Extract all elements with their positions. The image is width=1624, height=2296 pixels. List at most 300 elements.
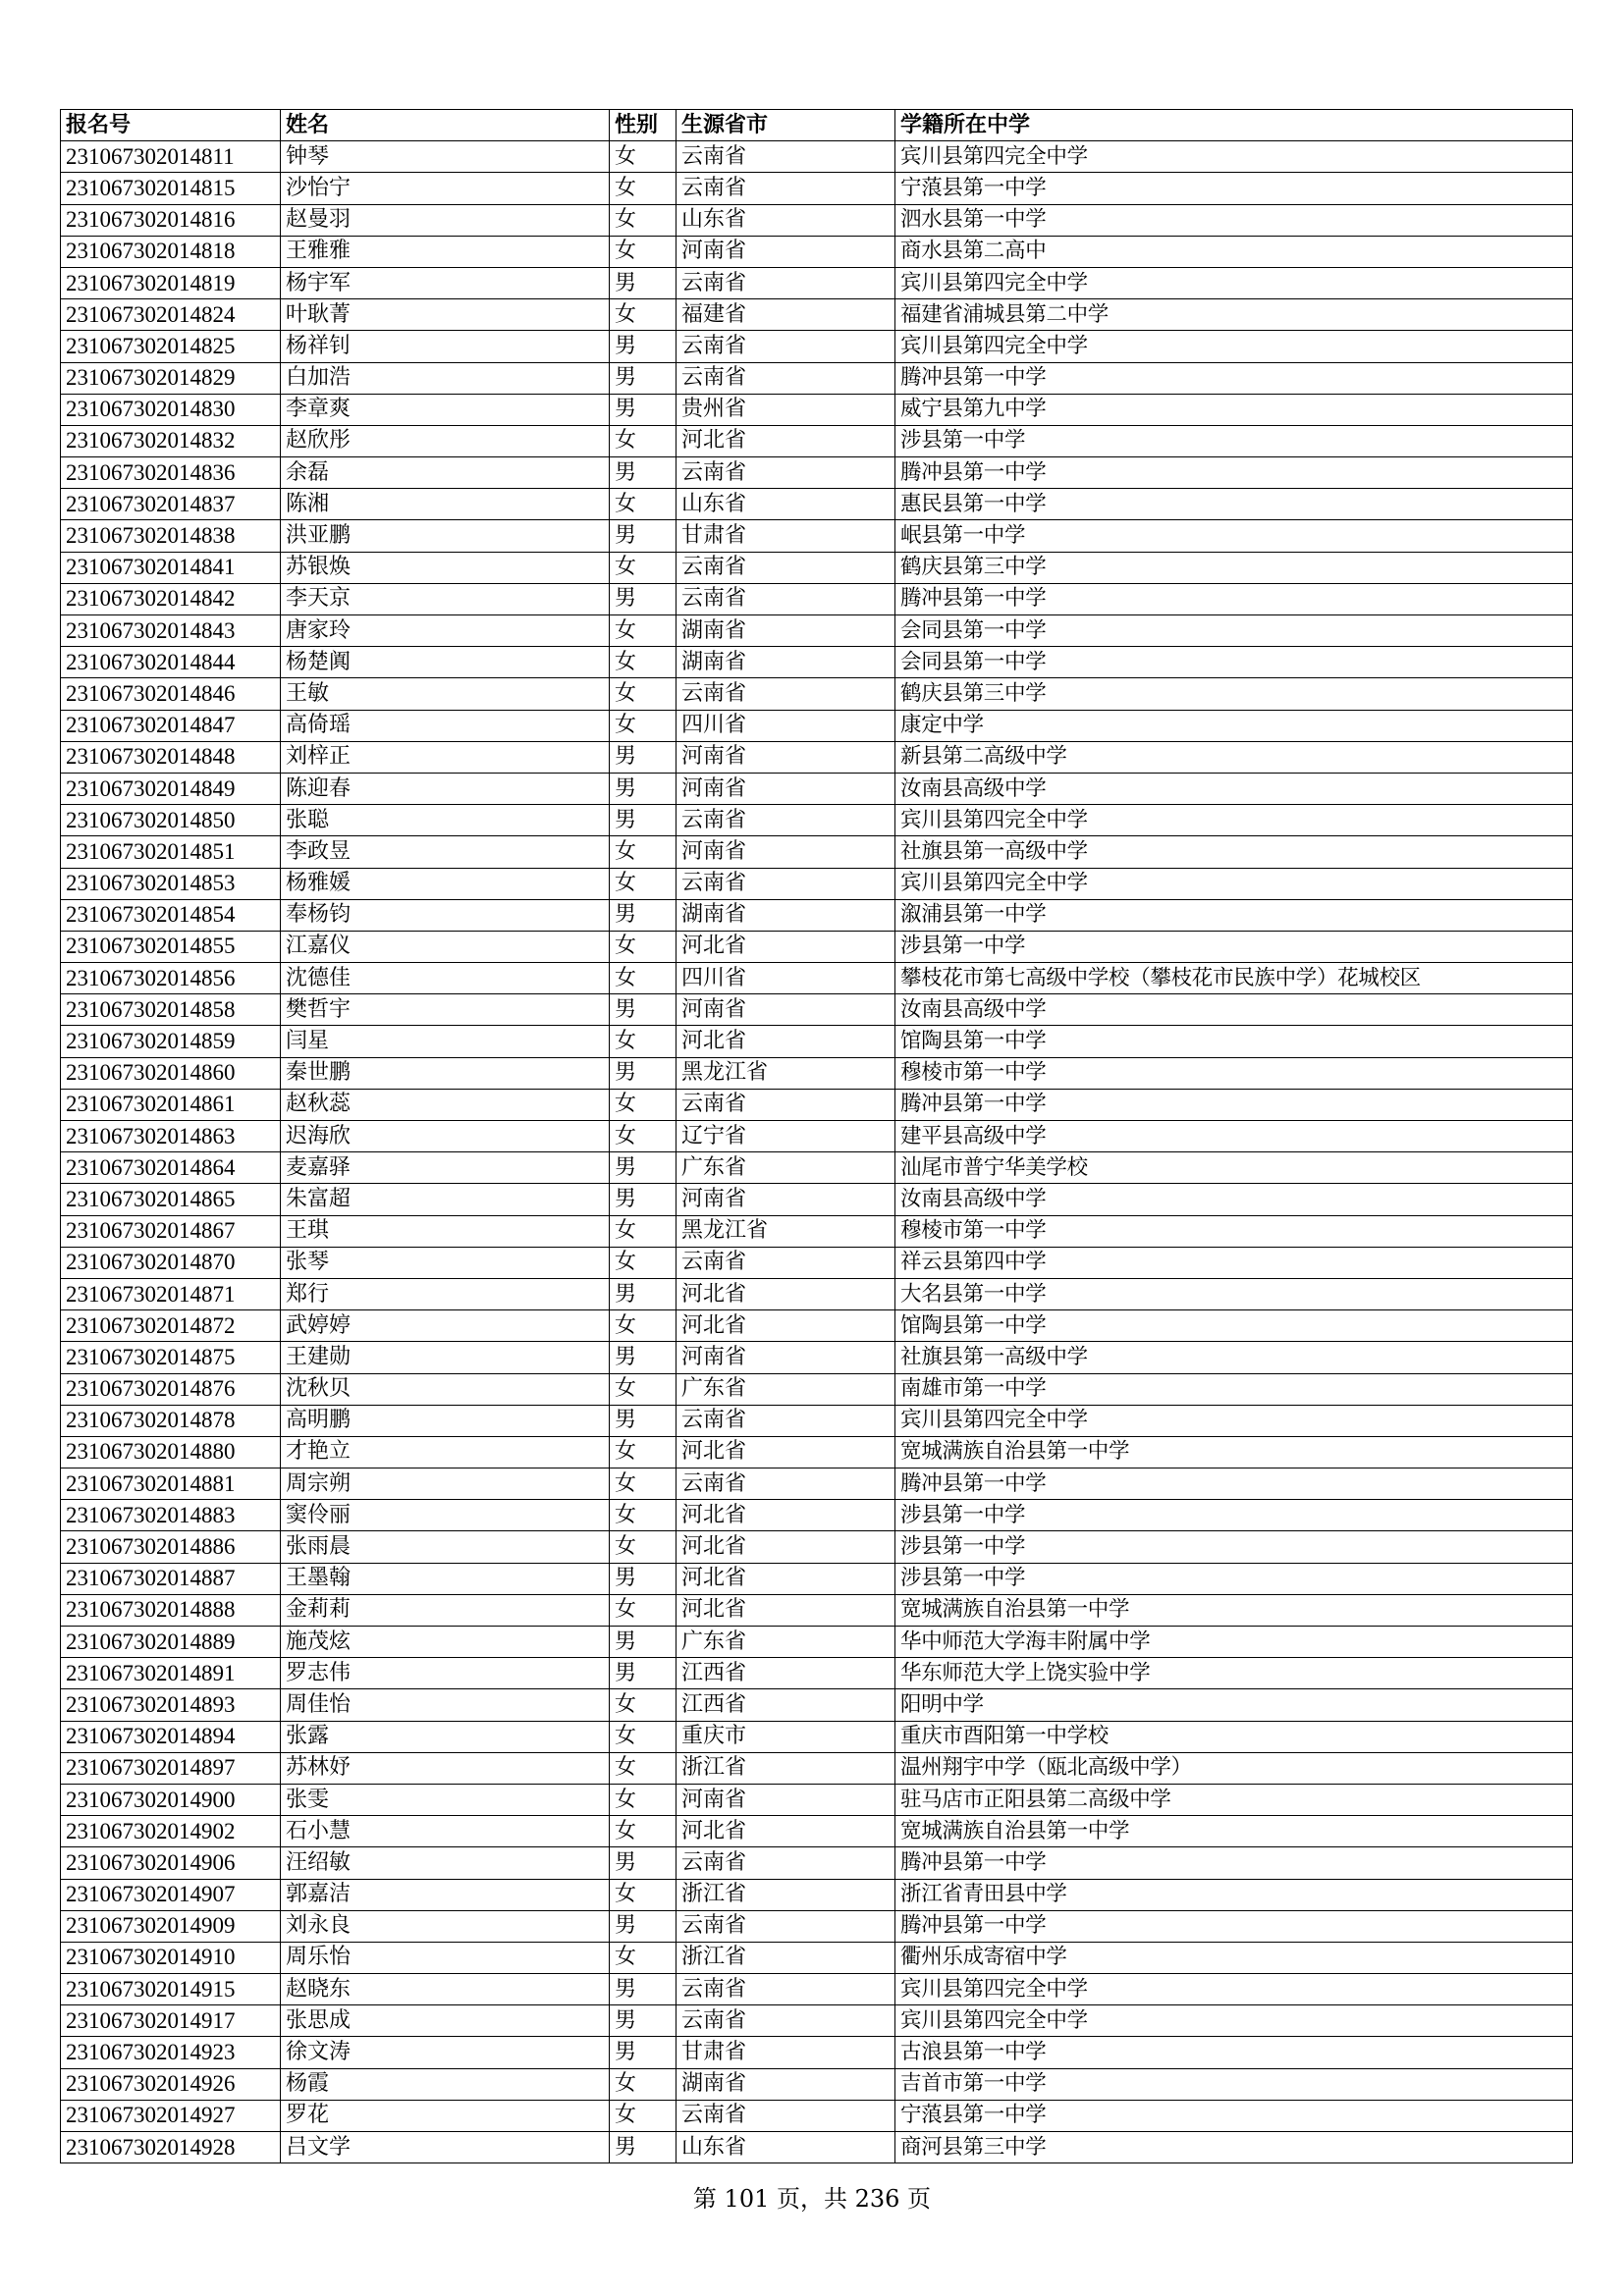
cell-name: 赵秋蕊: [281, 1089, 610, 1120]
cell-name: 杨雅媛: [281, 868, 610, 899]
table-row: [61, 489, 1573, 520]
cell-registration-number: 231067302014860: [61, 1057, 281, 1089]
cell-province: 云南省: [677, 1247, 895, 1278]
cell-registration-number: 231067302014883: [61, 1500, 281, 1531]
cell-school: 宾川县第四完全中学: [895, 805, 1573, 836]
cell-gender: 女: [610, 173, 677, 204]
cell-gender: 男: [610, 583, 677, 614]
cell-gender: 女: [610, 1784, 677, 1815]
cell-school: 新县第二高级中学: [895, 741, 1573, 773]
cell-gender: 女: [610, 1215, 677, 1247]
cell-registration-number: 231067302014825: [61, 331, 281, 362]
table-row: [61, 425, 1573, 456]
cell-registration-number: 231067302014880: [61, 1436, 281, 1468]
cell-school: 宾川县第四完全中学: [895, 1974, 1573, 2005]
cell-gender: 男: [610, 2005, 677, 2037]
cell-gender: 女: [610, 1089, 677, 1120]
cell-school: 腾冲县第一中学: [895, 362, 1573, 394]
cell-name: 江嘉仪: [281, 931, 610, 962]
table-row: [61, 994, 1573, 1026]
cell-province: 河北省: [677, 425, 895, 456]
cell-school: 汝南县高级中学: [895, 994, 1573, 1026]
cell-gender: 男: [610, 1152, 677, 1184]
cell-name: 才艳立: [281, 1436, 610, 1468]
table-row: [61, 1342, 1573, 1373]
cell-school: 古浪县第一中学: [895, 2037, 1573, 2068]
cell-registration-number: 231067302014923: [61, 2037, 281, 2068]
cell-school: 溆浦县第一中学: [895, 899, 1573, 931]
table-row: [61, 1310, 1573, 1342]
cell-name: 张雨晨: [281, 1531, 610, 1563]
cell-registration-number: 231067302014836: [61, 457, 281, 489]
cell-province: 湖南省: [677, 647, 895, 678]
cell-school: 康定中学: [895, 710, 1573, 741]
cell-province: 广东省: [677, 1152, 895, 1184]
cell-gender: 女: [610, 710, 677, 741]
cell-school: 社旗县第一高级中学: [895, 1342, 1573, 1373]
cell-gender: 女: [610, 1594, 677, 1626]
cell-gender: 女: [610, 1121, 677, 1152]
cell-school: 社旗县第一高级中学: [895, 836, 1573, 868]
cell-gender: 男: [610, 1057, 677, 1089]
table-row: [61, 1215, 1573, 1247]
page-footer: [0, 2179, 1624, 2214]
cell-registration-number: 231067302014897: [61, 1752, 281, 1784]
cell-name: 施茂炫: [281, 1627, 610, 1658]
cell-gender: 女: [610, 1942, 677, 1973]
cell-school: 温州翔宇中学（瓯北高级中学）: [895, 1752, 1573, 1784]
table-row: [61, 2005, 1573, 2037]
table-row: [61, 583, 1573, 614]
cell-province: 云南省: [677, 1468, 895, 1500]
table-row: [61, 204, 1573, 236]
cell-registration-number: 231067302014902: [61, 1816, 281, 1847]
cell-registration-number: 231067302014850: [61, 805, 281, 836]
cell-province: 云南省: [677, 267, 895, 298]
cell-registration-number: 231067302014900: [61, 1784, 281, 1815]
cell-name: 朱富超: [281, 1184, 610, 1215]
cell-name: 周佳怡: [281, 1689, 610, 1721]
cell-gender: 女: [610, 1500, 677, 1531]
cell-name: 赵曼羽: [281, 204, 610, 236]
table-row: [61, 141, 1573, 173]
table-row: [61, 1405, 1573, 1436]
cell-registration-number: 231067302014876: [61, 1373, 281, 1405]
cell-registration-number: 231067302014927: [61, 2100, 281, 2131]
cell-province: 山东省: [677, 2132, 895, 2163]
table-row: [61, 1594, 1573, 1626]
table-row: [61, 1847, 1573, 1879]
cell-school: 泗水县第一中学: [895, 204, 1573, 236]
cell-registration-number: 231067302014894: [61, 1721, 281, 1752]
cell-gender: 男: [610, 362, 677, 394]
cell-province: 云南省: [677, 2100, 895, 2131]
table-row: [61, 267, 1573, 298]
cell-gender: 女: [610, 1531, 677, 1563]
cell-registration-number: 231067302014818: [61, 236, 281, 267]
table-row: [61, 678, 1573, 710]
cell-gender: 男: [610, 2132, 677, 2163]
cell-school: 攀枝花市第七高级中学校（攀枝花市民族中学）花城校区: [895, 963, 1573, 994]
cell-school: 建平县高级中学: [895, 1121, 1573, 1152]
cell-name: 沙怡宁: [281, 173, 610, 204]
cell-registration-number: 231067302014915: [61, 1974, 281, 2005]
cell-province: 河北省: [677, 1278, 895, 1309]
cell-gender: 男: [610, 2037, 677, 2068]
cell-registration-number: 231067302014907: [61, 1879, 281, 1910]
cell-registration-number: 231067302014858: [61, 994, 281, 1026]
cell-registration-number: 231067302014928: [61, 2132, 281, 2163]
table-row: [61, 1910, 1573, 1942]
cell-gender: 男: [610, 457, 677, 489]
cell-registration-number: 231067302014909: [61, 1910, 281, 1942]
cell-registration-number: 231067302014843: [61, 615, 281, 647]
cell-name: 徐文涛: [281, 2037, 610, 2068]
cell-registration-number: 231067302014872: [61, 1310, 281, 1342]
cell-school: 岷县第一中学: [895, 520, 1573, 552]
cell-name: 周乐怡: [281, 1942, 610, 1973]
table-row: [61, 1184, 1573, 1215]
cell-school: 驻马店市正阳县第二高级中学: [895, 1784, 1573, 1815]
table-row: [61, 1563, 1573, 1594]
cell-province: 云南省: [677, 331, 895, 362]
cell-province: 河南省: [677, 741, 895, 773]
cell-gender: 男: [610, 1184, 677, 1215]
header-registration-number: 报名号: [61, 110, 281, 141]
cell-gender: 女: [610, 1752, 677, 1784]
cell-gender: 女: [610, 299, 677, 331]
cell-school: 腾冲县第一中学: [895, 457, 1573, 489]
cell-registration-number: 231067302014838: [61, 520, 281, 552]
cell-name: 赵晓东: [281, 1974, 610, 2005]
table-row: [61, 931, 1573, 962]
cell-province: 云南省: [677, 1910, 895, 1942]
cell-registration-number: 231067302014906: [61, 1847, 281, 1879]
cell-province: 河北省: [677, 1026, 895, 1057]
cell-school: 鹤庆县第三中学: [895, 678, 1573, 710]
table-row: [61, 1247, 1573, 1278]
cell-name: 张雯: [281, 1784, 610, 1815]
cell-gender: 女: [610, 868, 677, 899]
cell-province: 四川省: [677, 710, 895, 741]
table-row: [61, 1721, 1573, 1752]
cell-school: 衢州乐成寄宿中学: [895, 1942, 1573, 1973]
cell-province: 云南省: [677, 2005, 895, 2037]
table-row: [61, 1468, 1573, 1500]
cell-registration-number: 231067302014861: [61, 1089, 281, 1120]
student-table: [60, 109, 1573, 2163]
cell-registration-number: 231067302014844: [61, 647, 281, 678]
cell-province: 云南省: [677, 678, 895, 710]
cell-province: 黑龙江省: [677, 1215, 895, 1247]
cell-school: 宾川县第四完全中学: [895, 868, 1573, 899]
cell-school: 馆陶县第一中学: [895, 1026, 1573, 1057]
cell-name: 陈湘: [281, 489, 610, 520]
cell-province: 甘肃省: [677, 2037, 895, 2068]
cell-province: 重庆市: [677, 1721, 895, 1752]
cell-province: 云南省: [677, 362, 895, 394]
cell-registration-number: 231067302014848: [61, 741, 281, 773]
cell-gender: 女: [610, 425, 677, 456]
cell-province: 福建省: [677, 299, 895, 331]
table-row: [61, 1752, 1573, 1784]
cell-province: 湖南省: [677, 899, 895, 931]
table-row: [61, 2037, 1573, 2068]
cell-name: 张聪: [281, 805, 610, 836]
cell-province: 浙江省: [677, 1752, 895, 1784]
cell-gender: 女: [610, 141, 677, 173]
table-row: [61, 2132, 1573, 2163]
cell-name: 李章爽: [281, 394, 610, 425]
cell-registration-number: 231067302014887: [61, 1563, 281, 1594]
table-row: [61, 173, 1573, 204]
cell-gender: 女: [610, 1468, 677, 1500]
cell-school: 祥云县第四中学: [895, 1247, 1573, 1278]
cell-province: 云南省: [677, 173, 895, 204]
header-name: 姓名: [281, 110, 610, 141]
cell-school: 会同县第一中学: [895, 615, 1573, 647]
table-row: [61, 1436, 1573, 1468]
cell-registration-number: 231067302014888: [61, 1594, 281, 1626]
table-row: [61, 710, 1573, 741]
cell-name: 李天京: [281, 583, 610, 614]
cell-name: 周宗朔: [281, 1468, 610, 1500]
cell-registration-number: 231067302014926: [61, 2068, 281, 2100]
table-row: [61, 1278, 1573, 1309]
cell-registration-number: 231067302014811: [61, 141, 281, 173]
table-row: [61, 899, 1573, 931]
cell-province: 云南省: [677, 1847, 895, 1879]
cell-registration-number: 231067302014846: [61, 678, 281, 710]
cell-registration-number: 231067302014875: [61, 1342, 281, 1373]
table-row: [61, 457, 1573, 489]
cell-registration-number: 231067302014842: [61, 583, 281, 614]
cell-name: 罗志伟: [281, 1658, 610, 1689]
cell-school: 汝南县高级中学: [895, 1184, 1573, 1215]
cell-school: 腾冲县第一中学: [895, 1847, 1573, 1879]
cell-school: 宾川县第四完全中学: [895, 331, 1573, 362]
table-row: [61, 647, 1573, 678]
cell-registration-number: 231067302014870: [61, 1247, 281, 1278]
cell-school: 宽城满族自治县第一中学: [895, 1594, 1573, 1626]
cell-name: 汪绍敏: [281, 1847, 610, 1879]
cell-school: 宾川县第四完全中学: [895, 141, 1573, 173]
cell-province: 河南省: [677, 1342, 895, 1373]
cell-name: 闫星: [281, 1026, 610, 1057]
cell-registration-number: 231067302014856: [61, 963, 281, 994]
cell-school: 腾冲县第一中学: [895, 583, 1573, 614]
table-row: [61, 1974, 1573, 2005]
header-school: 学籍所在中学: [895, 110, 1573, 141]
cell-registration-number: 231067302014889: [61, 1627, 281, 1658]
cell-registration-number: 231067302014837: [61, 489, 281, 520]
cell-name: 唐家玲: [281, 615, 610, 647]
cell-province: 云南省: [677, 1974, 895, 2005]
header-gender: 性别: [610, 110, 677, 141]
cell-gender: 男: [610, 1847, 677, 1879]
cell-province: 云南省: [677, 583, 895, 614]
cell-name: 杨宇军: [281, 267, 610, 298]
cell-name: 洪亚鹏: [281, 520, 610, 552]
cell-name: 张露: [281, 1721, 610, 1752]
cell-school: 涉县第一中学: [895, 1531, 1573, 1563]
cell-name: 吕文学: [281, 2132, 610, 2163]
cell-gender: 女: [610, 2068, 677, 2100]
cell-province: 甘肃省: [677, 520, 895, 552]
cell-province: 河南省: [677, 236, 895, 267]
cell-gender: 女: [610, 615, 677, 647]
cell-name: 武婷婷: [281, 1310, 610, 1342]
cell-province: 河北省: [677, 1531, 895, 1563]
cell-province: 云南省: [677, 1089, 895, 1120]
table-row: [61, 394, 1573, 425]
cell-school: 腾冲县第一中学: [895, 1089, 1573, 1120]
cell-gender: 女: [610, 1879, 677, 1910]
cell-registration-number: 231067302014853: [61, 868, 281, 899]
cell-province: 云南省: [677, 552, 895, 583]
cell-school: 宁蒗县第一中学: [895, 2100, 1573, 2131]
cell-school: 鹤庆县第三中学: [895, 552, 1573, 583]
cell-province: 河南省: [677, 1784, 895, 1815]
table-row: [61, 1152, 1573, 1184]
table-row: [61, 236, 1573, 267]
cell-school: 重庆市酉阳第一中学校: [895, 1721, 1573, 1752]
cell-school: 宽城满族自治县第一中学: [895, 1816, 1573, 1847]
cell-gender: 男: [610, 741, 677, 773]
cell-gender: 女: [610, 1026, 677, 1057]
cell-gender: 女: [610, 552, 677, 583]
cell-gender: 女: [610, 647, 677, 678]
cell-gender: 女: [610, 678, 677, 710]
cell-registration-number: 231067302014855: [61, 931, 281, 962]
cell-province: 山东省: [677, 204, 895, 236]
cell-name: 高倚瑶: [281, 710, 610, 741]
table-row: [61, 1879, 1573, 1910]
table-row: [61, 741, 1573, 773]
cell-province: 河南省: [677, 1184, 895, 1215]
cell-gender: 男: [610, 1405, 677, 1436]
cell-school: 商河县第三中学: [895, 2132, 1573, 2163]
cell-gender: 女: [610, 1247, 677, 1278]
cell-registration-number: 231067302014891: [61, 1658, 281, 1689]
cell-province: 广东省: [677, 1627, 895, 1658]
cell-gender: 女: [610, 963, 677, 994]
cell-name: 钟琴: [281, 141, 610, 173]
cell-province: 河北省: [677, 1310, 895, 1342]
cell-province: 江西省: [677, 1658, 895, 1689]
cell-name: 刘梓正: [281, 741, 610, 773]
cell-gender: 男: [610, 1910, 677, 1942]
cell-gender: 女: [610, 1436, 677, 1468]
cell-registration-number: 231067302014886: [61, 1531, 281, 1563]
cell-school: 穆棱市第一中学: [895, 1215, 1573, 1247]
header-province: 生源省市: [677, 110, 895, 141]
cell-province: 河北省: [677, 1594, 895, 1626]
table-row: [61, 1689, 1573, 1721]
table-body: [61, 141, 1573, 2163]
cell-school: 涉县第一中学: [895, 1563, 1573, 1594]
cell-gender: 男: [610, 520, 677, 552]
table-row: [61, 963, 1573, 994]
cell-name: 王敏: [281, 678, 610, 710]
cell-name: 郭嘉洁: [281, 1879, 610, 1910]
cell-name: 沈秋贝: [281, 1373, 610, 1405]
cell-registration-number: 231067302014917: [61, 2005, 281, 2037]
cell-name: 秦世鹏: [281, 1057, 610, 1089]
cell-name: 张思成: [281, 2005, 610, 2037]
table-row: [61, 2100, 1573, 2131]
cell-province: 广东省: [677, 1373, 895, 1405]
cell-province: 江西省: [677, 1689, 895, 1721]
cell-registration-number: 231067302014815: [61, 173, 281, 204]
cell-province: 贵州省: [677, 394, 895, 425]
cell-school: 大名县第一中学: [895, 1278, 1573, 1309]
cell-gender: 男: [610, 1278, 677, 1309]
table-row: [61, 773, 1573, 804]
cell-province: 四川省: [677, 963, 895, 994]
table-row: [61, 1627, 1573, 1658]
cell-province: 河北省: [677, 931, 895, 962]
cell-gender: 男: [610, 1342, 677, 1373]
cell-school: 宽城满族自治县第一中学: [895, 1436, 1573, 1468]
cell-province: 云南省: [677, 457, 895, 489]
cell-registration-number: 231067302014910: [61, 1942, 281, 1973]
cell-name: 杨祥钊: [281, 331, 610, 362]
table-row: [61, 836, 1573, 868]
cell-gender: 女: [610, 1689, 677, 1721]
cell-gender: 女: [610, 836, 677, 868]
cell-name: 王雅雅: [281, 236, 610, 267]
cell-school: 涉县第一中学: [895, 1500, 1573, 1531]
cell-name: 白加浩: [281, 362, 610, 394]
cell-name: 罗花: [281, 2100, 610, 2131]
table-header-row: [61, 110, 1573, 141]
cell-province: 湖南省: [677, 615, 895, 647]
cell-province: 浙江省: [677, 1879, 895, 1910]
cell-school: 阳明中学: [895, 1689, 1573, 1721]
cell-school: 福建省浦城县第二中学: [895, 299, 1573, 331]
cell-school: 宁蒗县第一中学: [895, 173, 1573, 204]
cell-gender: 男: [610, 773, 677, 804]
cell-name: 麦嘉驿: [281, 1152, 610, 1184]
cell-school: 华中师范大学海丰附属中学: [895, 1627, 1573, 1658]
cell-gender: 男: [610, 1658, 677, 1689]
cell-school: 馆陶县第一中学: [895, 1310, 1573, 1342]
cell-gender: 男: [610, 1627, 677, 1658]
cell-registration-number: 231067302014849: [61, 773, 281, 804]
table-row: [61, 1373, 1573, 1405]
table-row: [61, 615, 1573, 647]
cell-province: 黑龙江省: [677, 1057, 895, 1089]
cell-name: 李政昱: [281, 836, 610, 868]
cell-name: 王墨翰: [281, 1563, 610, 1594]
cell-name: 苏林妤: [281, 1752, 610, 1784]
cell-name: 赵欣彤: [281, 425, 610, 456]
cell-gender: 女: [610, 1373, 677, 1405]
cell-registration-number: 231067302014832: [61, 425, 281, 456]
cell-school: 惠民县第一中学: [895, 489, 1573, 520]
cell-province: 云南省: [677, 141, 895, 173]
cell-gender: 女: [610, 1816, 677, 1847]
table-row: [61, 1658, 1573, 1689]
cell-registration-number: 231067302014824: [61, 299, 281, 331]
cell-name: 余磊: [281, 457, 610, 489]
table-row: [61, 1500, 1573, 1531]
cell-gender: 女: [610, 204, 677, 236]
cell-name: 高明鹏: [281, 1405, 610, 1436]
cell-name: 郑行: [281, 1278, 610, 1309]
table-row: [61, 2068, 1573, 2100]
